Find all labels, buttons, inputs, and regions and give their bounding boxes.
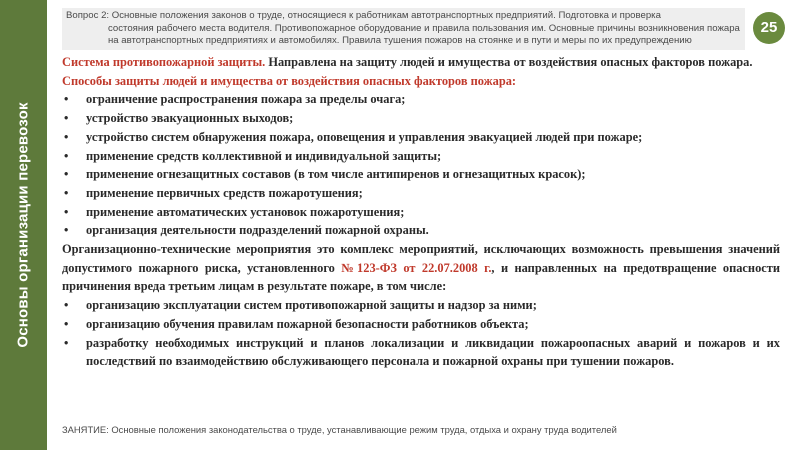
list-item-text: применение первичных средств пожаротушения;: [86, 185, 363, 200]
intro-paragraph: [62, 53, 780, 72]
lesson-question-header: [62, 8, 745, 50]
list-item: [62, 147, 780, 166]
bullet-icon: •: [64, 167, 69, 182]
bullet-icon: •: [64, 185, 69, 200]
bullet-icon: •: [64, 223, 69, 238]
slide-content: [62, 53, 780, 371]
bullet-icon: •: [64, 335, 69, 350]
methods-heading: Способы защиты людей и имущества от воздействия опасных факторов пожара:: [62, 73, 517, 88]
bullet-icon: •: [64, 204, 69, 219]
list-item: [62, 221, 780, 240]
header-line-rest: состояния рабочего места водителя. Противопожарное оборудование и правила пользования им. Основные причины возникновения пожара на автотранспортных предприятиях и автомобилях. Правила тушения пожаров на стоянке и в пути и меры по их предупреждению: [108, 22, 740, 46]
list-item-text: организацию обучения правилам пожарной безопасности работников объекта;: [86, 316, 529, 331]
list-item-text: применение средств коллективной и индивидуальной защиты;: [86, 148, 442, 163]
page-number-badge: 25: [753, 12, 785, 44]
list-item: [62, 334, 780, 371]
intro-text: Направлена на защиту людей и имущества от воздействия опасных факторов пожара.: [265, 55, 753, 69]
list-item: [62, 109, 780, 128]
list-item-text: устройство эвакуационных выходов;: [86, 111, 294, 126]
list-item: [62, 203, 780, 222]
list-item-text: ограничение распространения пожара за пределы очага;: [86, 92, 406, 107]
list-item-text: организация деятельности подразделений пожарной охраны.: [86, 223, 429, 238]
intro-term: Система противопожарной защиты.: [62, 55, 266, 69]
list-item: [62, 165, 780, 184]
list-item: [62, 315, 780, 334]
list-item: [62, 90, 780, 109]
list-item-text: применение автоматических установок пожаротушения;: [86, 204, 405, 219]
methods-list: [62, 90, 780, 240]
sidebar-band: [0, 0, 47, 450]
bullet-icon: •: [64, 316, 69, 331]
list-item: [62, 128, 780, 147]
measures-paragraph: [62, 240, 780, 296]
law-reference: №123-ФЗ от 22.07.2008 г.: [341, 260, 492, 275]
sidebar-title: Основы организации перевозок: [14, 102, 32, 348]
list-item-text: организацию эксплуатации систем противопожарной защиты и надзор за ними;: [86, 298, 537, 313]
list-item-text: разработку необходимых инструкций и планов локализации и ликвидации пожароопасных аварий и пожаров и их последствий по взаимодействию обслуживающего персонала и пожарной охраны при тушении пожаров.: [86, 335, 780, 369]
list-item-text: устройство систем обнаружения пожара, оповещения и управления эвакуацией людей при пожаре;: [86, 129, 643, 144]
bullet-icon: •: [64, 298, 69, 313]
list-item: [62, 296, 780, 315]
header-line-1: Вопрос 2: Основные положения законов о труде, относящиеся к работникам автотранспортных предприятий. Подготовка и проверка: [66, 10, 661, 21]
bullet-icon: •: [64, 111, 69, 126]
measures-text-before: Организационно-технические мероприятия это комплекс мероприятий, исключающих возможность превышения значений допустимого пожарного риска, установленного: [62, 242, 780, 275]
lesson-footer: ЗАНЯТИЕ: Основные положения законодательства о труде, устанавливающие режим труда, отдыха и охрану труда водителей: [62, 424, 617, 435]
list-item-text: применение огнезащитных составов (в том числе антипиренов и огнезащитных красок);: [86, 167, 586, 182]
measures-list: [62, 296, 780, 371]
bullet-icon: •: [64, 129, 69, 144]
bullet-icon: •: [64, 92, 69, 107]
measures-text-after: , и направленных на предотвращение опасности причинения вреда третьим лицам в результате пожаре, в том числе:: [62, 260, 780, 294]
list-item: [62, 184, 780, 203]
bullet-icon: •: [64, 148, 69, 163]
